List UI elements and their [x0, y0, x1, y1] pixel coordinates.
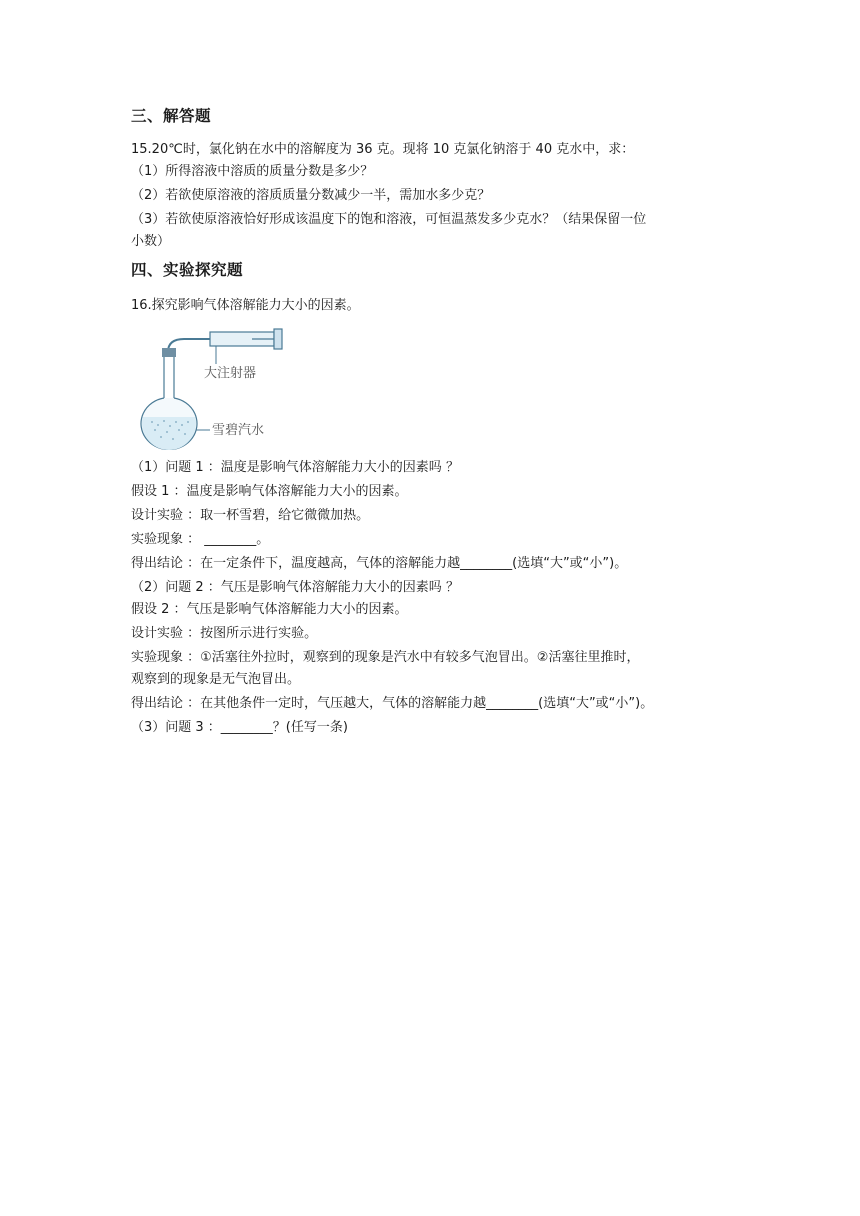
question-15-part-2: （2）若欲使原溶液的溶质质量分数减少一半，需加水多少克？	[131, 188, 491, 203]
section-heading-4: 四、实验探究题	[131, 261, 244, 279]
question-16-stem: 16.探究影响气体溶解能力大小的因素。	[131, 298, 360, 313]
question-15-part-3-cont: 小数）	[131, 234, 171, 249]
question-15-stem: 15.20℃时，氯化钠在水中的溶解度为 36 克。现将 10 克氯化钠溶于 40 克水中，求：	[131, 142, 635, 157]
q16-line-1: （1）问题 1 ：温度是影响气体溶解能力大小的因素吗 ？	[131, 460, 459, 475]
q16-line-3: 设计实验 ：取一杯雪碧，给它微微加热。	[131, 508, 370, 523]
label-soda: 雪碧汽水	[212, 423, 265, 438]
q16-line-11: 得出结论 ：在其他条件一定时，气压越大，气体的溶解能力越________(选填“大”或“小”)。	[131, 696, 654, 711]
q16-line-9: 实验现象 ：①活塞往外拉时，观察到的现象是汽水中有较多气泡冒出。②活塞往里推时，	[131, 650, 640, 665]
q16-line-12: （3）问题 3 ：________？(任写一条)	[131, 720, 348, 735]
syringe-plunger-handle	[274, 329, 282, 349]
q16-line-2: 假设 1 ：温度是影响气体溶解能力大小的因素。	[131, 484, 408, 499]
experiment-apparatus-figure	[140, 326, 290, 450]
question-15-part-1: （1）所得溶液中溶质的质量分数是多少？	[131, 164, 374, 179]
question-15-part-3: （3）若欲使原溶液恰好形成该温度下的饱和溶液，可恒温蒸发多少克水？（结果保留一位	[131, 212, 647, 227]
q16-line-7: 假设 2 ：气压是影响气体溶解能力大小的因素。	[131, 602, 408, 617]
section-heading-3: 三、解答题	[131, 107, 212, 125]
q16-line-8: 设计实验 ：按图所示进行实验。	[131, 626, 318, 641]
label-syringe: 大注射器	[204, 366, 257, 381]
q16-line-4: 实验现象 ： ________。	[131, 532, 270, 547]
stopper	[162, 348, 176, 357]
q16-line-6: （2）问题 2 ：气压是影响气体溶解能力大小的因素吗 ？	[131, 580, 459, 595]
q16-line-10: 观察到的现象是无气泡冒出。	[131, 672, 301, 687]
soda-liquid	[140, 417, 200, 450]
q16-line-5: 得出结论 ：在一定条件下，温度越高，气体的溶解能力越________(选填“大”或“小”)。	[131, 556, 628, 571]
